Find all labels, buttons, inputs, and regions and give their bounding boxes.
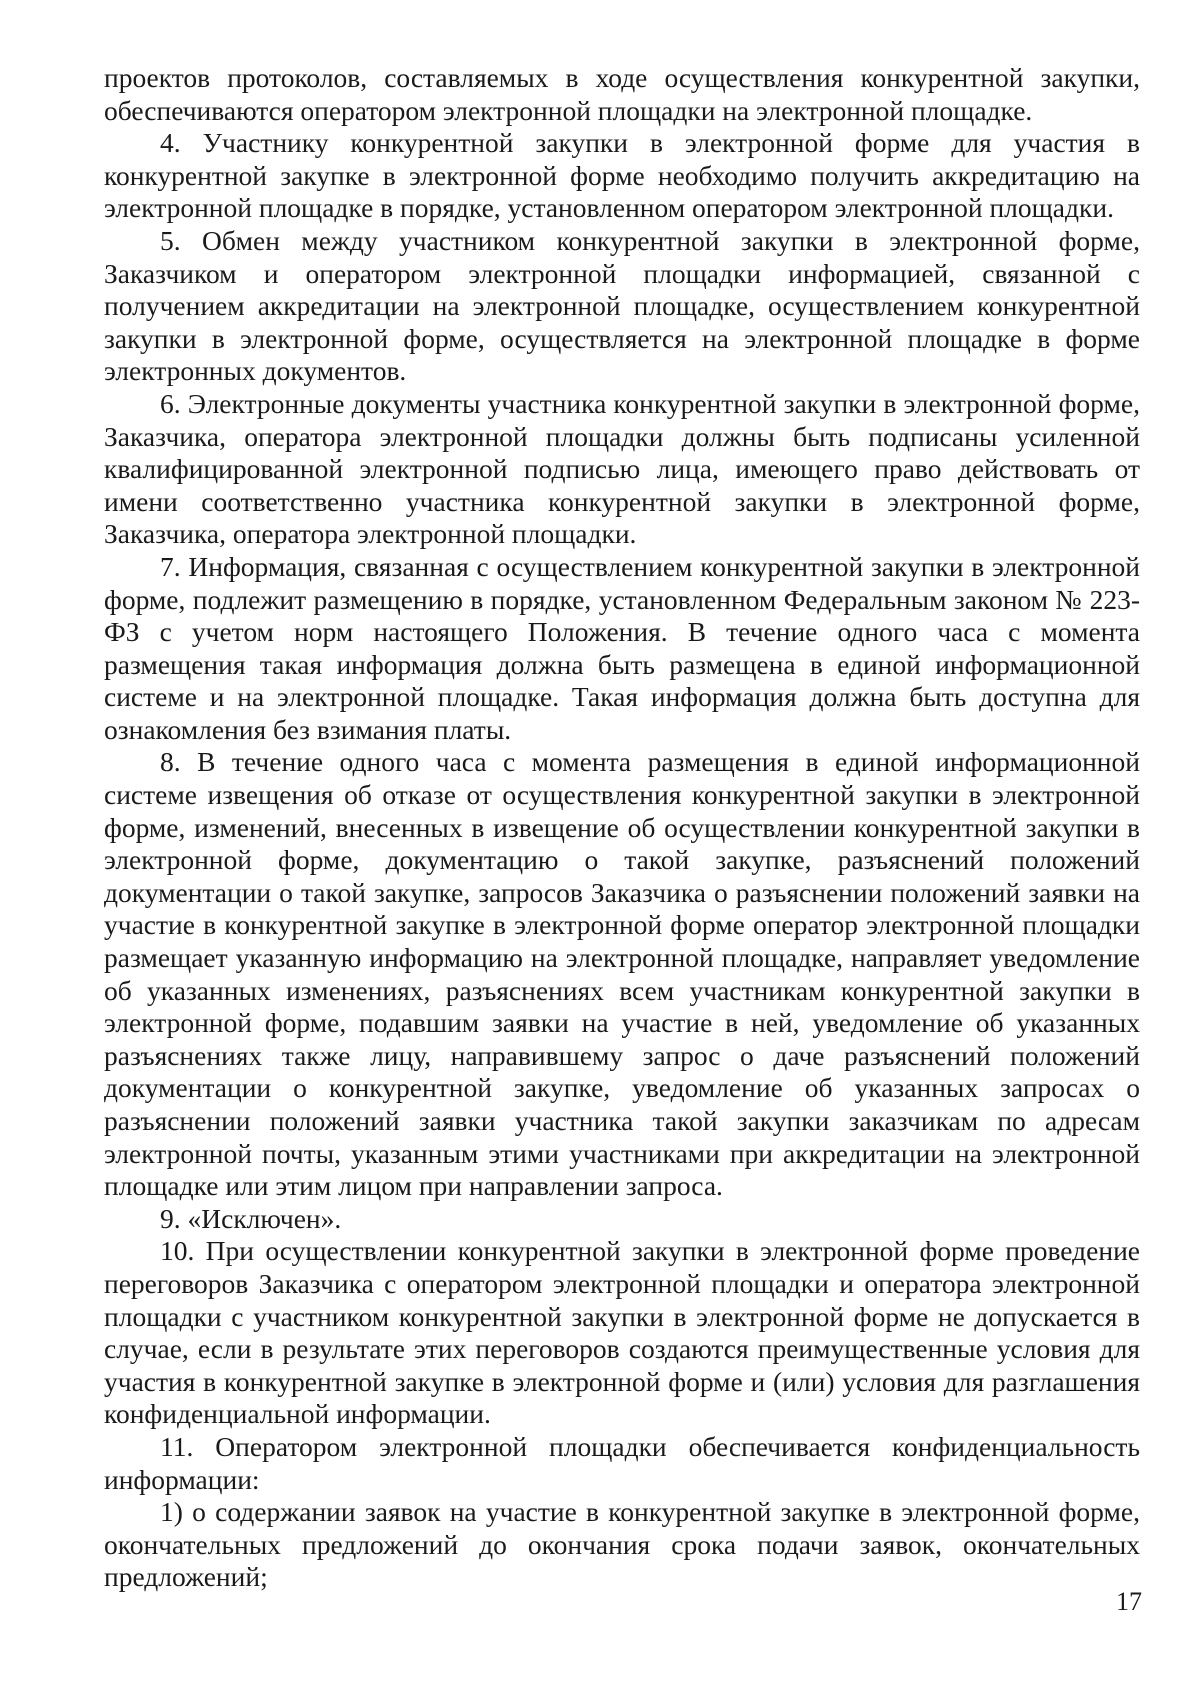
paragraph-item-7: 7. Информация, связанная с осуществлением конкурентной закупки в электронной форме, подлежит размещению в порядке, установленном Федеральным законом № 223-ФЗ с учетом норм настоящего Положения. В течение одного часа с момента размещения такая информация должна быть размещена в единой информационной системе и на электронной площадке. Такая информация должна быть доступна для ознакомления без взимания платы. [104,550,1140,745]
paragraph-item-4: 4. Участнику конкурентной закупки в электронной форме для участия в конкурентной закупке в электронной форме необходимо получить аккредитацию на электронной площадке в порядке, установленном оператором электронной площадки. [104,127,1140,224]
document-body [104,62,1140,1594]
paragraph-item-8: 8. В течение одного часа с момента размещения в единой информационной системе извещения об отказе от осуществления конкурентной закупки в электронной форме, изменений, внесенных в извещение об осуществлении конкурентной закупки в электронной форме, документацию о такой закупке, разъяснений положений документации о такой закупке, запросов Заказчика о разъяснении положений заявки на участие в конкурентной закупке в электронной форме оператор электронной площадки размещает указанную информацию на электронной площадке, направляет уведомление об указанных изменениях, разъяснениях всем участникам конкурентной закупки в электронной форме, подавшим заявки на участие в ней, уведомление об указанных разъяснениях также лицу, направившему запрос о даче разъяснений положений документации о конкурентной закупке, уведомление об указанных запросах о разъяснении положений заявки участника такой закупки заказчикам по адресам электронной почты, указанным этими участниками при аккредитации на электронной площадке или этим лицом при направлении запроса. [104,746,1140,1202]
paragraph-continuation: проектов протоколов, составляемых в ходе осуществления конкурентной закупки, обеспечиваются оператором электронной площадки на электронной площадке. [104,62,1140,126]
paragraph-item-10: 10. При осуществлении конкурентной закупки в электронной форме проведение переговоров Заказчика с оператором электронной площадки и оператора электронной площадки с участником конкурентной закупки в электронной форме не допускается в случае, если в результате этих переговоров создаются преимущественные условия для участия в конкурентной закупке в электронной форме и (или) условия для разглашения конфиденциальной информации. [104,1235,1140,1430]
page-number: 17 [1116,1587,1142,1616]
paragraph-item-5: 5. Обмен между участником конкурентной закупки в электронной форме, Заказчиком и оператором электронной площадки информацией, связанной с получением аккредитации на электронной площадке, осуществлением конкурентной закупки в электронной форме, осуществляется на электронной площадке в форме электронных документов. [104,224,1140,387]
paragraph-item-6: 6. Электронные документы участника конкурентной закупки в электронной форме, Заказчика, оператора электронной площадки должны быть подписаны усиленной квалифицированной электронной подписью лица, имеющего право действовать от имени соответственно участника конкурентной закупки в электронной форме, Заказчика, оператора электронной площадки. [104,387,1140,550]
paragraph-item-9: 9. «Исключен». [160,1202,342,1234]
paragraph-subitem-1: 1) о содержании заявок на участие в конкурентной закупке в электронной форме, окончательных предложений до окончания срока подачи заявок, окончательных предложений; [104,1496,1140,1593]
paragraph-item-11: 11. Оператором электронной площадки обеспечивается конфиденциальность информации: [104,1430,1140,1495]
